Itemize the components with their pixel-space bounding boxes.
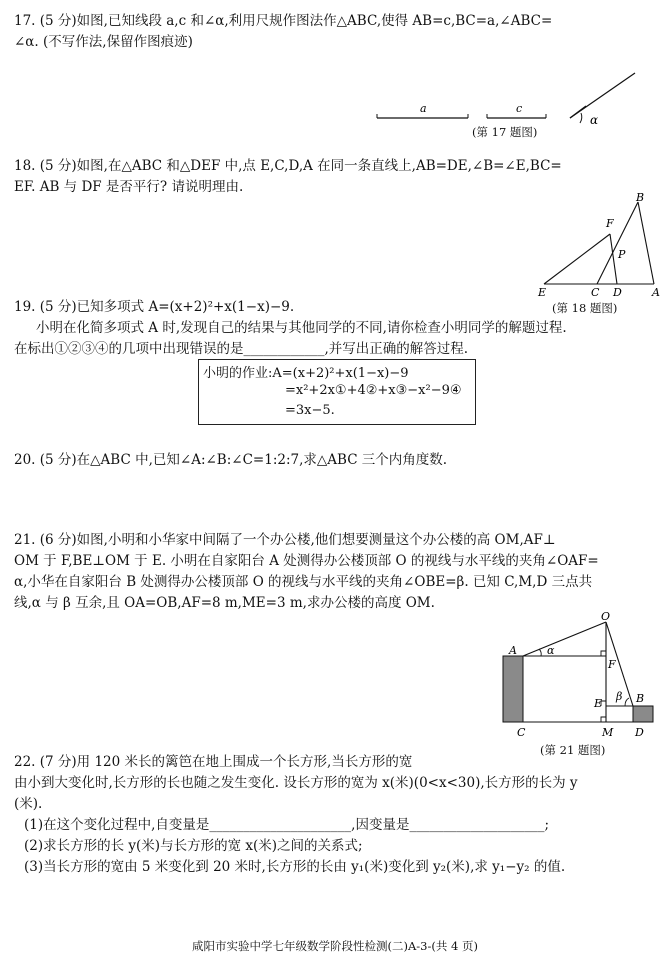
- q19-line2: 小明在化简多项式 A 时,发现自己的结果与其他同学的不同,请你检查小明同学的解题过程.: [36, 320, 567, 336]
- figure-label: P: [618, 248, 626, 261]
- q19-line3: 在标出①②③④的几项中出现错误的是____________,并写出正确的解答过程.: [14, 341, 469, 357]
- page-footer: 咸阳市实验中学七年级数学阶段性检测(二)A-3-(共 4 页): [192, 939, 478, 953]
- q22-sub3: (3)当长方形的宽由 5 米变化到 20 米时,长方形的长由 y₁(米)变化到 y₂(米),求 y₁−y₂ 的值.: [24, 859, 566, 875]
- figure-label: F: [608, 658, 616, 671]
- q21-line2: OM 于 F,BE⊥OM 于 E. 小明在自家阳台 A 处测得办公楼顶部 O 的视线与水平线的夹角∠OAF=: [14, 553, 599, 569]
- q22-line3: (米).: [14, 796, 43, 812]
- figure-label: D: [635, 726, 644, 739]
- q22-line2: 由小到大变化时,长方形的长也随之发生变化. 设长方形的宽为 x(米)(0<x<30),长方形的长为 y: [14, 775, 578, 791]
- figure-label: A: [652, 286, 660, 297]
- q22-sub2: (2)求长方形的长 y(米)与长方形的宽 x(米)之间的关系式;: [24, 838, 363, 854]
- figure-label: B: [636, 692, 645, 705]
- figure-label: A: [509, 644, 517, 657]
- q18-figure: [530, 192, 670, 297]
- q18-caption: (第 18 题图): [552, 301, 618, 315]
- segment-c-label: c: [516, 102, 523, 115]
- figure-label: α: [547, 644, 555, 657]
- q18-line2: EF. AB 与 DF 是否平行? 请说明理由.: [14, 179, 244, 195]
- figure-label: F: [606, 217, 614, 230]
- figure-label: O: [601, 610, 611, 623]
- q19-work-line2: =x²+2x①+4②+x③−x²−9④: [285, 383, 462, 398]
- q18-line1: 18. (5 分)如图,在△ABC 和△DEF 中,点 E,C,D,A 在同一条直线上,AB=DE,∠B=∠E,BC=: [14, 158, 562, 174]
- figure-label: E: [594, 697, 603, 710]
- q21-line1: 21. (6 分)如图,小明和小华家中间隔了一个办公楼,他们想要测量这个办公楼的高 OM,AF⊥: [14, 532, 556, 548]
- q21-figure: [495, 610, 667, 742]
- q19-line1: 19. (5 分)已知多项式 A=(x+2)²+x(1−x)−9.: [14, 299, 295, 315]
- q22-line1: 22. (7 分)用 120 米长的篱笆在地上围成一个长方形,当长方形的宽: [14, 754, 413, 770]
- q22-sub1: (1)在这个变化过程中,自变量是_____________________,因变量是____________________;: [24, 817, 550, 833]
- q17-line2: ∠α. (不写作法,保留作图痕迹): [14, 34, 193, 50]
- q19-work-line3: =3x−5.: [285, 403, 335, 418]
- q17-caption: (第 17 题图): [472, 125, 538, 139]
- right-building: [633, 706, 653, 722]
- left-building: [503, 656, 523, 722]
- q20-line1: 20. (5 分)在△ABC 中,已知∠A:∠B:∠C=1:2:7,求△ABC 三个内角度数.: [14, 452, 448, 468]
- figure-label: D: [613, 286, 622, 297]
- figure-label: C: [591, 286, 600, 297]
- angle-ray-2: [570, 106, 586, 118]
- q19-work-line1: 小明的作业:A=(x+2)²+x(1−x)−9: [203, 366, 409, 381]
- q19-work-box: [198, 359, 476, 425]
- q21-line3: α,小华在自家阳台 B 处测得办公楼顶部 O 的视线与水平线的夹角∠OBE=β. 已知 C,M,D 三点共: [14, 574, 593, 590]
- figure-label: C: [517, 726, 526, 739]
- q21-caption: (第 21 题图): [540, 743, 606, 757]
- q17-line1: 17. (5 分)如图,已知线段 a,c 和∠α,利用尺规作图法作△ABC,使得 AB=c,BC=a,∠ABC=: [14, 13, 553, 29]
- figure-label: E: [538, 286, 547, 297]
- figure-label: B: [636, 192, 645, 204]
- segment-a-label: a: [420, 102, 427, 115]
- figure-label: β: [616, 690, 623, 703]
- angle-alpha-label: α: [590, 113, 599, 127]
- q21-line4: 线,α 与 β 互余,且 OA=OB,AF=8 m,ME=3 m,求办公楼的高度 OM.: [14, 595, 435, 611]
- figure-label: M: [602, 726, 614, 739]
